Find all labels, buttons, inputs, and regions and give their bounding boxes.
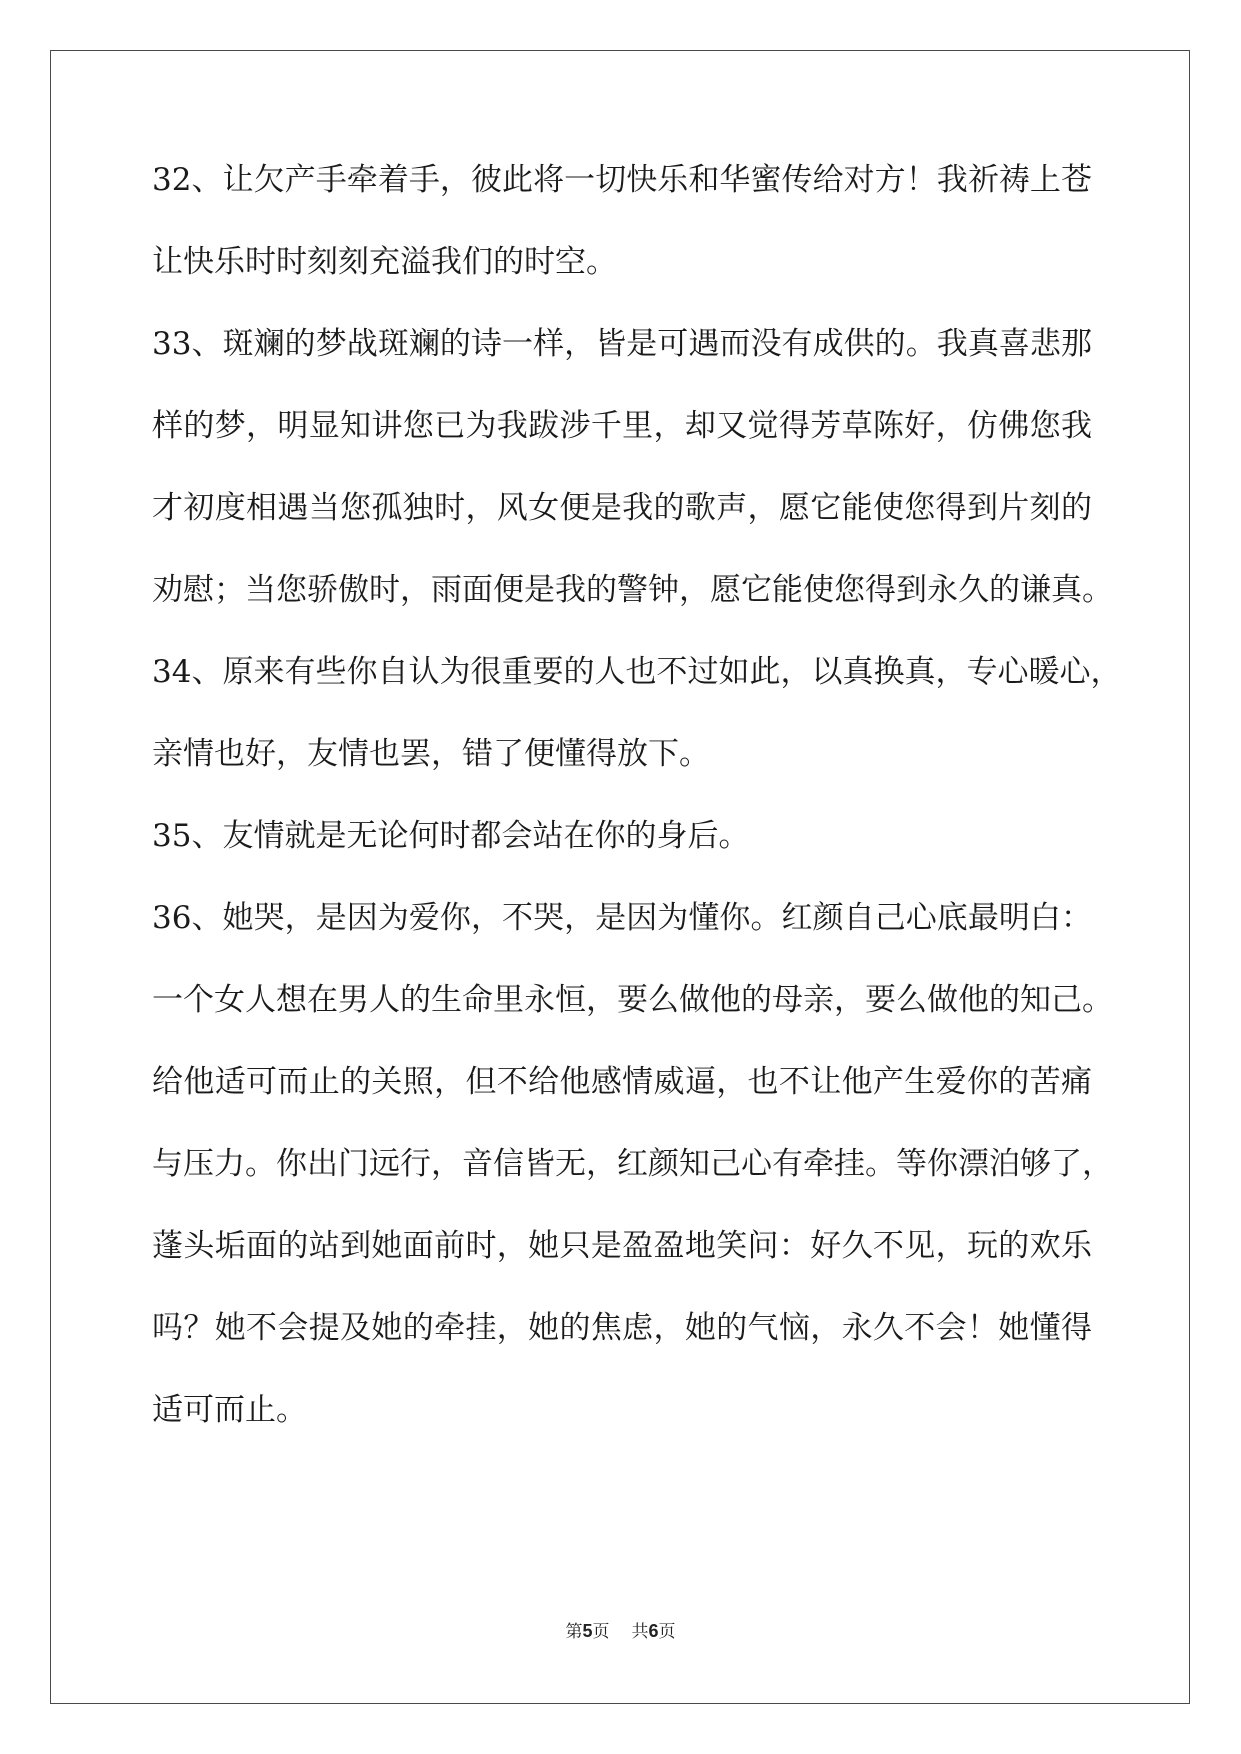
body-text (152, 160, 1122, 1472)
text-line: 给他适可而止的关照，但不给他感情威逼，也不让他产生爱你的苦痛 (152, 1064, 1092, 1100)
text-line: 亲情也好，友情也罢，错了便懂得放下。 (152, 736, 710, 772)
text-line: 样的梦，明显知讲您已为我跋涉千里，却又觉得芳草陈好，仿佛您我 (152, 408, 1092, 444)
text-line: 劝慰；当您骄傲时，雨面便是我的警钟，愿它能使您得到永久的谦真。 (152, 572, 1113, 608)
total-suffix: 页 (658, 1622, 676, 1642)
page-prefix: 第 (565, 1622, 583, 1642)
text-line: 适可而止。 (152, 1392, 307, 1428)
text-line: 蓬头垢面的站到她面前时，她只是盈盈地笑问：好久不见，玩的欢乐 (152, 1228, 1092, 1264)
text-line: 34、原来有些你自认为很重要的人也不过如此，以真换真，专心暖心， (152, 654, 1122, 690)
text-line: 与压力。你出门远行，音信皆无，红颜知己心有牵挂。等你漂泊够了， (152, 1146, 1113, 1182)
page-total-number: 6 (648, 1621, 659, 1641)
text-line: 让快乐时时刻刻充溢我们的时空。 (152, 244, 617, 280)
text-line: 32、让欠产手牵着手，彼此将一切快乐和华蜜传给对方！我祈祷上苍 (152, 162, 1092, 198)
text-line: 35、友情就是无论何时都会站在你的身后。 (152, 818, 750, 854)
text-line: 一个女人想在男人的生命里永恒，要么做他的母亲，要么做他的知己。 (152, 982, 1113, 1018)
page-suffix: 页 (592, 1622, 610, 1642)
text-line: 36、她哭，是因为爱你，不哭，是因为懂你。红颜自己心底最明白： (152, 900, 1092, 936)
text-line: 才初度相遇当您孤独时，风女便是我的歌声，愿它能使您得到片刻的 (152, 490, 1092, 526)
text-line: 33、斑斓的梦战斑斓的诗一样，皆是可遇而没有成供的。我真喜悲那 (152, 326, 1092, 362)
page-footer (0, 1617, 1241, 1642)
page-current-number: 5 (582, 1621, 593, 1641)
total-prefix: 共 (631, 1622, 649, 1642)
text-line: 吗？她不会提及她的牵挂，她的焦虑，她的气恼，永久不会！她懂得 (152, 1310, 1092, 1346)
